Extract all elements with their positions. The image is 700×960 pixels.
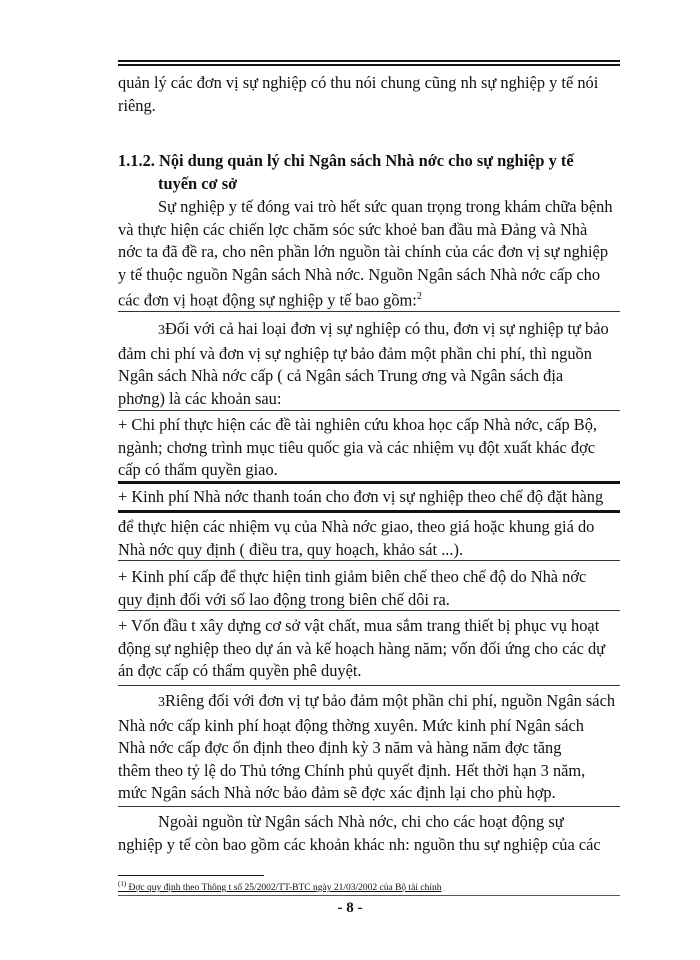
text-line: Ngân sách Nhà nớc cấp ( cả Ngân sách Trung ơng và Ngân sách địa [118,366,564,385]
text-line: Nhà nớc quy định ( điều tra, quy hoạch, khảo sát ...). [118,539,464,559]
divider [118,410,620,411]
text-segment: Riêng đối với đơn vị tự bảo đảm một phần chi phí, nguồn Ngân sách [165,691,616,710]
text-line: quy định đối với số lao động trong biên chế dôi ra. [118,589,450,609]
text-line: thêm theo tỷ lệ do Thủ tớng Chính phủ quyết định. Hết thời hạn 3 năm, [118,760,586,780]
text-line: đảm chi phí và đơn vị sự nghiệp tự bảo đảm một phần chi phí, thì nguồn [118,343,592,363]
bullet-item-3 [118,566,620,611]
text-line: + Kinh phí Nhà nớc thanh toán cho đơn vị sự nghiệp theo chế độ đặt hàng [118,487,604,506]
divider [118,685,620,686]
text-line: án đợc cấp có thẩm quyền phê duyệt. [118,661,362,680]
footnote-marker: (1) [118,880,127,888]
text-line: nớc ta đã đề ra, cho nên phần lớn nguồn tài chính của các đơn vị sự nghiệp [118,242,609,261]
text-line [118,690,620,715]
paragraph-1 [118,196,620,312]
divider [118,311,620,312]
divider [118,806,620,807]
bullet-symbol: 3 [158,695,165,710]
text-line: + Vốn đầu t xây dựng cơ sở vật chất, mua sắm trang thiết bị phục vụ hoạt [118,616,600,635]
bullet-item-2-continued [118,516,620,561]
divider [118,610,620,611]
text-line: Nhà nớc cấp đợc ổn định theo định kỳ 3 năm và hàng năm đợc tăng [118,738,562,757]
text-line: + Kinh phí cấp để thực hiện tinh giảm biên chế theo chế độ do Nhà nớc [118,567,587,586]
footer-rule [118,895,620,896]
text-line: + Chi phí thực hiện các đề tài nghiên cứu khoa học cấp Nhà nớc, cấp Bộ, [118,415,597,434]
bullet-item-4 [118,615,620,683]
section-heading [118,150,620,195]
text-segment: Đối với cả hai loại đơn vị sự nghiệp có thu, đơn vị sự nghiệp tự bảo [165,319,609,338]
text-line [118,286,620,312]
text-line: y tế thuộc nguồn Ngân sách Nhà nớc. Nguồn Ngân sách Nhà nớc cấp cho [118,264,601,284]
footnote [118,880,442,893]
footnote-text: Đợc quy định theo Thông t số 25/2002/TT-BTC ngày 21/03/2002 của Bộ tài chính [126,883,442,894]
heading-line: tuyến cơ sở [158,173,238,193]
footnote-rule [118,875,264,876]
text-line: riêng. [118,95,156,115]
header-rule-1 [118,60,620,62]
paragraph-4 [118,811,620,856]
text-line: nghiệp y tế còn bao gồm các khoản khác nh: nguồn thu sự nghiệp của các [118,834,601,854]
superscript-mark: 2 [416,291,422,302]
divider [118,560,620,561]
heading-line: 1.1.2. Nội dung quản lý chi Ngân sách Nhà nớc cho sự nghiệp y tế [118,151,574,170]
text-line: động sự nghiệp theo dự án và kế hoạch hàng năm; vốn đối ứng cho các dự [118,638,606,658]
divider-thick [118,510,620,513]
bullet-item-1 [118,414,620,482]
paragraph-3 [118,690,620,805]
text-line: Sự nghiệp y tế đóng vai trò hết sức quan trọng trong khám chữa bệnh [158,197,613,216]
text-line: ngành; chơng trình mục tiêu quốc gia và các nhiệm vụ đột xuất khác đợc [118,437,596,457]
text-line: Ngoài nguồn từ Ngân sách Nhà nớc, chi cho các hoạt động sự [158,812,564,831]
bullet-symbol: 3 [158,323,165,338]
intro-paragraph [118,72,620,117]
text-line: và thực hiện các chiến lợc chăm sóc sức khoẻ ban đầu mà Đảng và Nhà [118,219,588,239]
text-line: để thực hiện các nhiệm vụ của Nhà nớc giao, theo giá hoặc khung giá do [118,517,595,536]
bullet-item-2 [118,486,620,509]
header-rule-2 [118,64,620,66]
text-line: quản lý các đơn vị sự nghiệp có thu nói chung cũng nh sự nghiệp y tế nói [118,73,599,92]
text-line: cấp có thẩm quyền giao. [118,460,278,479]
divider-thick [118,481,620,484]
text-line: mức Ngân sách Nhà nớc bảo đảm sẽ đợc xác định lại cho phù hợp. [118,783,556,802]
paragraph-2 [118,318,620,410]
text-line: Nhà nớc cấp kinh phí hoạt động thờng xuyên. Mức kinh phí Ngân sách [118,715,584,735]
text-segment: các đơn vị hoạt động sự nghiệp y tế bao gồm: [118,290,417,310]
text-line [118,318,620,343]
text-line: phơng) là các khoản sau: [118,388,282,408]
page-number: - 8 - [337,900,363,916]
